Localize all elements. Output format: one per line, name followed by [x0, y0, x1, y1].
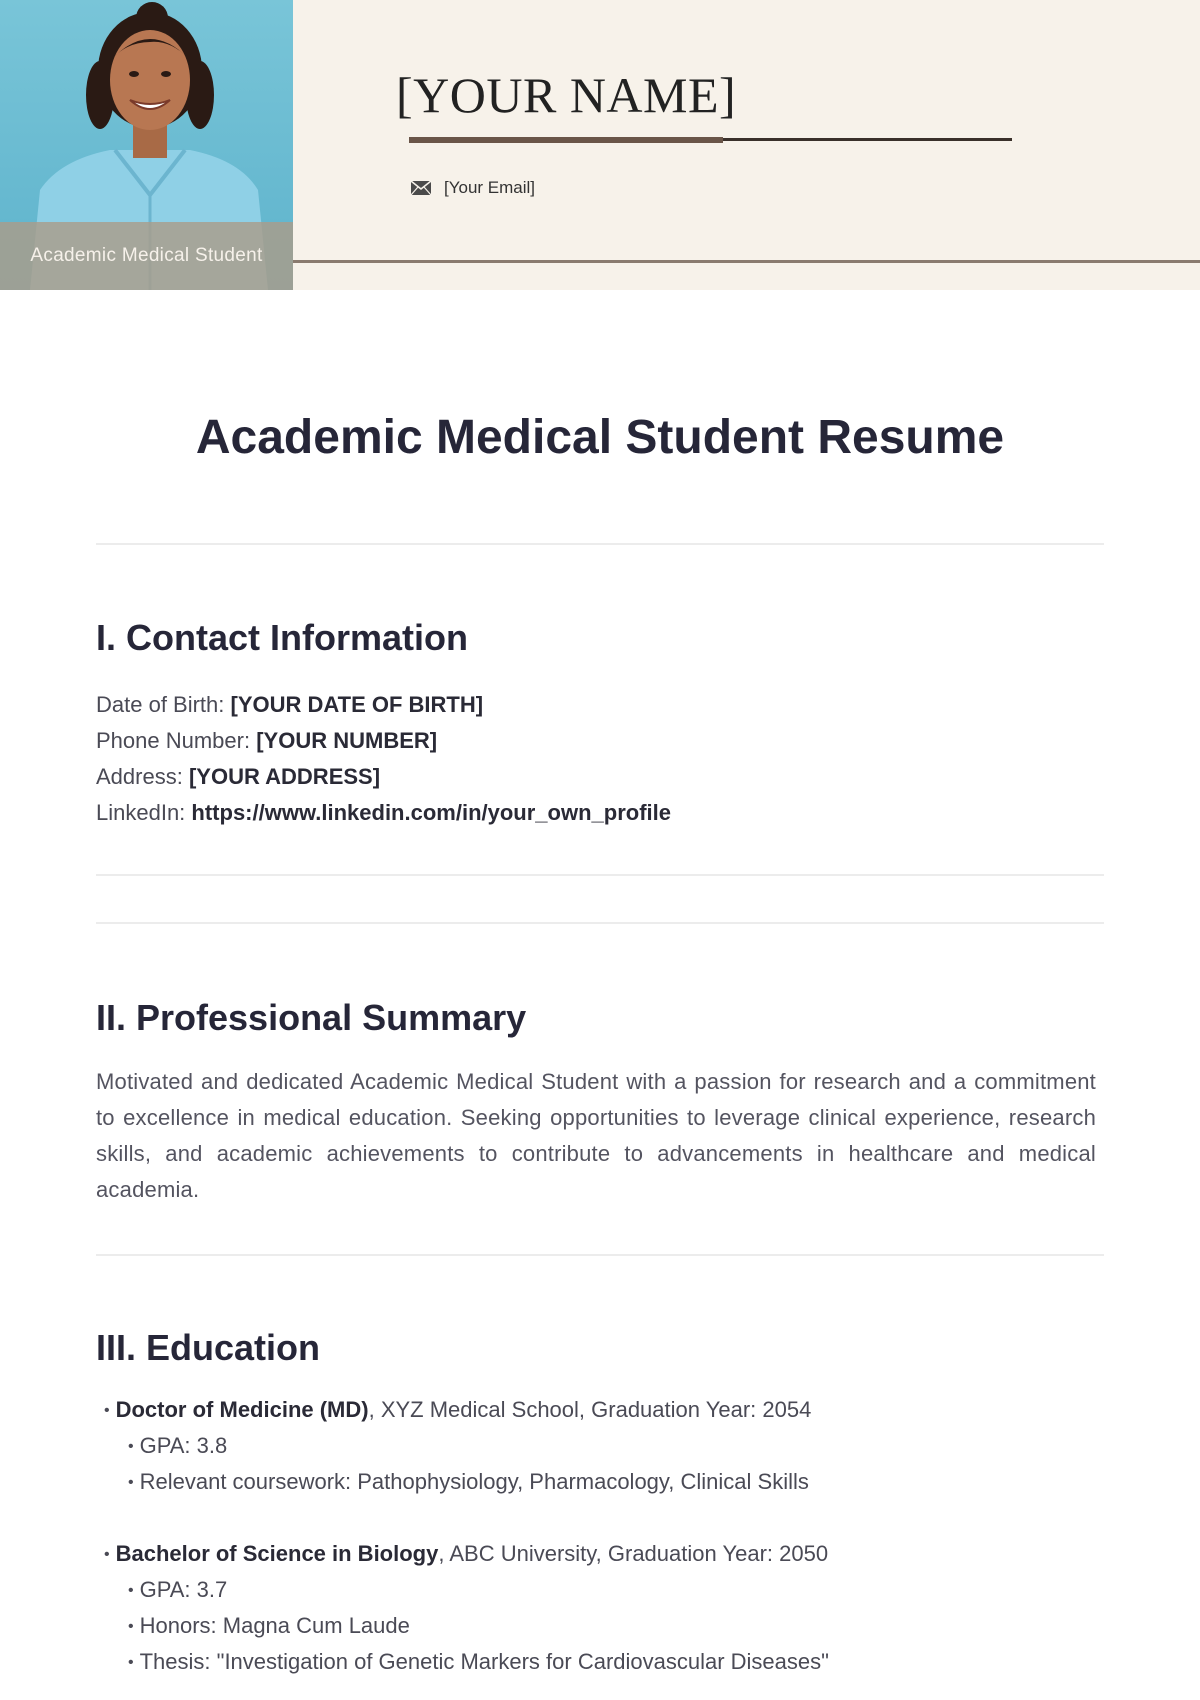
list-item: • Bachelor of Science in Biology, ABC University, Graduation Year: 2050	[104, 1541, 829, 1566]
address-value: [YOUR ADDRESS]	[188, 764, 381, 789]
list-item: • Honors: Magna Cum Laude	[128, 1613, 410, 1638]
list-item: • Doctor of Medicine (MD), XYZ Medical School, Graduation Year: 2054	[104, 1397, 812, 1422]
contact-heading: I. Contact Information	[96, 617, 468, 658]
contact-info	[96, 687, 671, 831]
resume-header	[0, 0, 1200, 290]
address-row: Address: [YOUR ADDRESS]	[96, 764, 381, 789]
name-underline-thin	[723, 138, 1012, 141]
name-heading: [YOUR NAME]	[396, 67, 737, 123]
list-item: • GPA: 3.7	[128, 1577, 228, 1602]
divider	[96, 543, 1104, 545]
education-heading: III. Education	[96, 1327, 321, 1368]
phone-row: Phone Number: [YOUR NUMBER]	[96, 728, 438, 753]
name-underline-thick	[409, 137, 723, 143]
list-item: • GPA: 3.8	[128, 1433, 228, 1458]
phone-value: [YOUR NUMBER]	[256, 728, 438, 753]
divider	[96, 922, 1104, 924]
list-item: • Thesis: "Investigation of Genetic Markers for Cardiovascular Diseases"	[128, 1649, 829, 1674]
page-title: Academic Medical Student Resume	[195, 411, 1005, 464]
header-divider	[293, 260, 1200, 263]
email-text[interactable]: [Your Email]	[444, 178, 536, 197]
summary-text: Motivated and dedicated Academic Medical Student with a passion for research and a commitment to excellence in medical education. Seeking opportunities to leverage clinical experience, research skills, and academic achievements to contribute to advancements in healthcare and medical academia.	[96, 1069, 1096, 1202]
divider	[96, 874, 1104, 876]
profile-photo	[0, 0, 293, 290]
linkedin-link[interactable]: https://www.linkedin.com/in/your_own_profile	[191, 800, 671, 825]
photo-caption: Academic Medical Student	[0, 222, 293, 290]
linkedin-row: LinkedIn: https://www.linkedin.com/in/your_own_profile	[96, 800, 671, 825]
summary-heading: II. Professional Summary	[96, 997, 527, 1038]
education-list	[96, 1392, 829, 1680]
divider	[96, 1254, 1104, 1256]
md-degree: Doctor of Medicine (MD)	[115, 1397, 369, 1422]
bs-degree: Bachelor of Science in Biology	[115, 1541, 439, 1566]
email-row	[410, 178, 535, 198]
dob-value: [YOUR DATE OF BIRTH]	[230, 692, 484, 717]
list-item: • Relevant coursework: Pathophysiology, Pharmacology, Clinical Skills	[128, 1469, 809, 1494]
envelope-icon	[410, 180, 432, 196]
dob-row: Date of Birth: [YOUR DATE OF BIRTH]	[96, 692, 484, 717]
